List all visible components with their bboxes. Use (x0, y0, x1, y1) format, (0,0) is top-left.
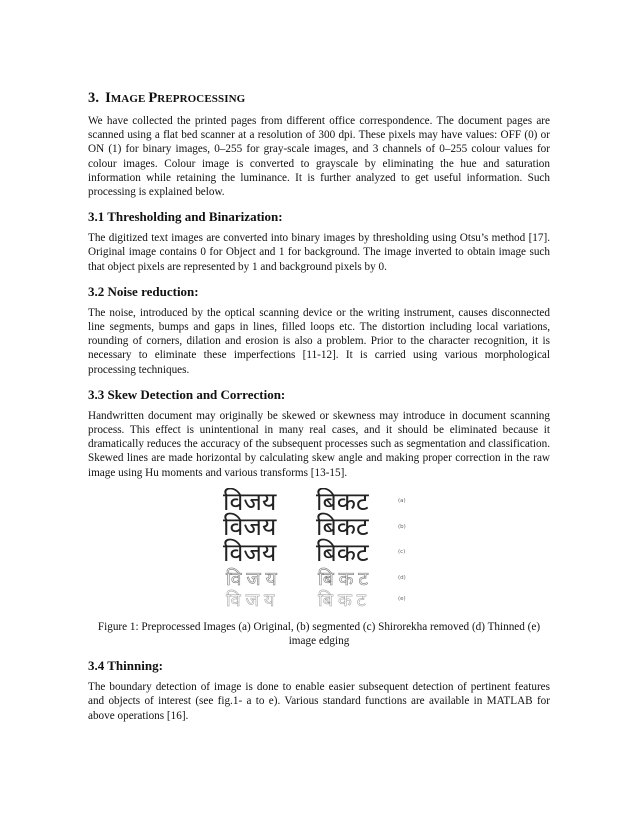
subsection-paragraph-3-4: The boundary detection of image is done to enable easier subsequent detection of pertinent features and objects of interest (see fig.1- a to e). Various standard functions are available in MATLAB for above operations [16]. (88, 681, 550, 722)
fig-row-b-label: (b) (398, 523, 406, 530)
subsection-heading-3-4: 3.4 Thinning: (88, 658, 163, 674)
fig-row-e-label: (e) (398, 595, 406, 602)
fig-row-c-word-2: बिकट (316, 537, 369, 567)
subsection-heading-3-3: 3.3 Skew Detection and Correction: (88, 386, 286, 402)
figure-1-image (88, 488, 550, 610)
fig-row-c-word-1: विजय (223, 537, 277, 567)
subsection-paragraph-3-2: The noise, introduced by the optical scanning device or the writing instrument, causes disconnected line segments, bumps and gaps in lines, filled loops etc. The distortion including local variations, rounding of corners, dilation and erosion is also a problem. Prior to the character recognition, it is necessary to eliminate these imperfections [11-12]. It is carried using various morphological processing techniques. (88, 306, 550, 376)
section-title-cap-1: I (105, 90, 111, 106)
section-title (88, 90, 550, 107)
section-title-cap-2: P (148, 90, 158, 106)
fig-row-b-word-1: विजय (223, 511, 277, 541)
fig-row-a-word-1: विजय (223, 487, 277, 516)
subsection-paragraph-3-3: Handwritten document may originally be skewed or skewness may introduce in document scanning process. This effect is unintentional in many real cases, and it should be eliminated because it dramatically reduces the accuracy of the subsequent processes such as segmentation and classification. Skewed lines are made horizontal by calculating skew angle and making proper correction in the raw image using Hu moments and various transforms [13-15]. (88, 409, 550, 479)
subsection-heading-3-1: 3.1 Thresholding and Binarization: (88, 209, 283, 225)
section-title-rest-2: REPROCESSING (157, 93, 246, 105)
fig-row-a-label: (a) (398, 497, 406, 504)
figure-1-caption: Figure 1: Preprocessed Images (a) Original, (b) segmented (c) Shirorekha removed (d) Thinned (e) image edging (97, 620, 541, 648)
fig-row-d-word-1: विजय (226, 567, 282, 590)
fig-row-a-word-2: बिकट (316, 487, 369, 516)
figure-1 (88, 488, 550, 610)
subsection-paragraph-3-1: The digitized text images are converted into binary images by thresholding using Otsu’s method [17]. Original image contains 0 for Object and 1 for background. The image inverted to obtain image such that object pixels are represented by 1 and background pixels by 0. (88, 232, 550, 273)
section-title-rest-1: MAGE (110, 93, 149, 105)
fig-row-e-word-2: बिकट (318, 589, 371, 610)
fig-row-b-word-2: बिकट (316, 511, 369, 541)
fig-row-c-label: (c) (398, 548, 406, 555)
subsection-heading-3-2: 3.2 Noise reduction: (88, 283, 199, 299)
section-intro-paragraph: We have collected the printed pages from different office correspondence. The document pages are scanned using a flat bed scanner at a resolution of 300 dpi. These pixels may have values: OFF (0) or ON (1) for binary images, 0–255 for gray-scale images, and 3 channels of 0–255 colour values for colour images. Colour image is converted to grayscale by eliminating the hue and saturation information while retaining the luminance. It is further analyzed to get useful information. Such processing is explained below. (88, 115, 550, 199)
section-number: 3. (88, 90, 100, 106)
fig-row-e-word-1: विजय (226, 589, 280, 610)
fig-row-d-label: (d) (398, 574, 406, 581)
fig-row-d-word-2: बिकट (318, 567, 373, 590)
